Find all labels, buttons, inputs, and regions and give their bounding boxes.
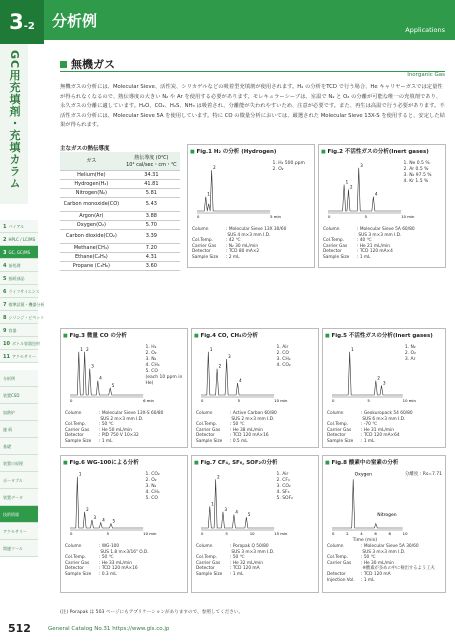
condition-row: Injection Vol. : 1 mL [327,577,375,583]
peak-label: 2 [86,346,89,352]
peak-label: 2 [349,184,353,190]
x-tick-label: 0 [197,214,200,219]
figure-title: ■ Fig.2 不活性ガスの分析(Inert gases) [321,147,429,155]
condition-row: Sample Size : 1 mL [65,438,113,444]
condition-row: Carrier Gas : He 31 mL/min [327,427,395,433]
peak-label: 2 [213,165,216,171]
condition-row: SUS 4 m×3 mm I.D. [226,232,271,238]
figure-legend [276,345,290,369]
thermal-conductivity-table [60,152,180,271]
sidebar-item-secondary[interactable]: 装置の原理 [0,455,38,472]
x-tick-label: 5 [225,531,228,536]
condition-row: Sample Size : 2 mL [192,254,240,260]
condition-row: Sample Size : 0.3 mL [65,571,117,577]
peak-label: 1 [209,346,213,352]
x-tick-label: 5 [237,398,241,403]
chapter-number: 3-2 [0,0,44,44]
condition-row: Sample Size : 1 mL [196,571,244,577]
catalog-footer: General Catalog No.31 https://www.gls.co.jp [48,626,170,632]
analysis-conditions [65,411,163,445]
x-tick-label: 0 [201,398,204,403]
table-row [60,243,180,252]
legend-item: 3. N₂ [145,357,157,362]
condition-row: SUS 6 m×3 mm I.D. [361,416,406,422]
table-cell-gas: Methane(CH₄) [60,243,123,252]
x-tick-label: 5 [367,398,370,403]
table-cell-value: 3.39 [123,229,180,243]
x-tick-label: 6 min [143,398,154,403]
condition-row: Col.Temp. : 50 ℃ [327,555,376,561]
table-cell-value: 3.88 [123,211,180,220]
legend-item: 3. CH₄ [276,357,291,362]
legend-item: 1. Air [276,345,289,350]
condition-row: SUS 3 m×3 mm I.D. [361,549,406,555]
legend-item: 分離度 : Rs=7.71 [404,472,442,477]
figure-title: ■ Fig.5 不活性ガスの分析(Inert gases) [325,331,433,339]
condition-row: Col.Temp. : 50 ℃ [196,555,245,561]
section-divider [60,71,445,72]
condition-row: ※酸素が多めの中に検出するよう工夫 [361,566,435,572]
condition-row: SUS 2 m×3 mm I.D. [99,416,144,422]
table-header-gas: ガス [60,152,123,170]
figure-title: ■ Fig.4 CO, CH₄の分析 [194,331,258,339]
x-tick-label: 0 [201,531,204,536]
sidebar-item-secondary[interactable]: 技術情報 [0,506,38,523]
peak-label: 1 [207,191,210,197]
x-tick-label: 2 [346,531,349,536]
table-cell-value: 5.70 [123,220,180,229]
x-tick-label: 10 min [401,214,415,219]
condition-row: Carrier Gas : He 50 mL/min [65,427,133,433]
table-row [60,197,180,211]
analysis-conditions [192,227,286,261]
table-cell-gas: Helium(He) [60,170,123,179]
condition-row: Col.Temp. : -70 ℃ [327,422,378,428]
sidebar-menu-secondary [0,370,38,557]
condition-row: Detector : TCD 80 mA×2 [192,249,260,255]
peak-label: 4 [99,375,102,381]
table-row [60,188,180,197]
analysis-conditions [196,544,274,578]
figure-legend [405,345,416,363]
chromatogram [328,341,442,405]
legend-item: 4. Kr 1.5 % [403,179,429,184]
condition-row: Col.Temp. : 50 ℃ [196,422,245,428]
x-tick-label: 10 [402,531,408,536]
sidebar-item[interactable]: 5 接続部品 [0,272,38,285]
chromatogram [197,468,315,538]
x-tick-label: 5 [364,214,368,219]
figure-3 [60,328,188,448]
analysis-conditions [196,411,277,445]
legend-item: 2. Ar 0.5 % [403,167,429,172]
table-cell-value: 7.20 [123,243,180,252]
table-cell-value: 3.60 [123,261,180,270]
figure-title: ■ Fig.3 微量 CO の分析 [63,331,127,339]
table-cell-value: 34.31 [123,170,180,179]
peak-name: Oxygen [354,472,372,478]
figure-7 [191,455,319,593]
condition-row: Col.Temp. : 42 ℃ [192,238,241,244]
chromatogram-trace [70,352,143,395]
legend-item: 1. H₂ 500 ppm [272,161,305,166]
condition-row: Col.Temp. : 50 ℃ [65,422,114,428]
footnote: (注) Porapak は 503 ページにもアプリケーションがありますので、参照してください。 [60,610,244,615]
sidebar-item[interactable]: 4 前処理 [0,259,38,272]
condition-row: Carrier Gas : He 21 mL/min [323,243,391,249]
table-cell-value: 41.81 [123,179,180,188]
table-cell-value: 5.43 [123,197,180,211]
legend-item: 3. N₂ 97.5 % [403,173,432,178]
x-tick-label: 4 [360,531,363,536]
table-cell-gas: Argon(Ar) [60,211,123,220]
sidebar-item-secondary[interactable]: 連 続 [0,421,38,438]
sidebar-item[interactable]: 9 容器 [0,324,38,337]
legend-item: 2. CO [276,351,289,356]
legend-item: 3. CO₂ [276,484,291,489]
chromatogram-trace [328,168,401,211]
table-row [60,211,180,220]
table-cell-gas: Nitrogen(N₂) [60,188,123,197]
legend-item: (each 10 ppm in He) [145,375,183,386]
table-header-value: 熱伝導度 (0℃) 10⁴ cal/sec・cm・℃ [123,152,180,170]
x-tick-label: 0 [70,531,73,536]
legend-item: 5. SOF₂ [276,496,293,501]
x-tick-label: 5 min [270,214,281,219]
condition-row: Carrier Gas : He 30 mL/min [327,560,395,566]
x-tick-label: 6 [374,531,377,536]
figure-6 [60,455,188,593]
condition-row: Detector : PID 750 V 10×32 [65,433,139,439]
x-tick-label: 10 min [402,398,416,403]
chromatogram-trace [332,352,403,395]
table-cell-gas: Carbon monoxide(CO) [60,197,123,211]
peak-label: 4 [374,191,378,197]
sidebar-item-secondary[interactable]: 加熱炉 [0,404,38,421]
x-tick-label: 0 [332,531,335,536]
figure-title: ■ Fig.6 WG-100による分析 [63,458,139,466]
legend-item: 2. O₂ [145,351,157,356]
condition-row: Sample Size : 1 mL [327,438,375,444]
legend-item: 1. CO₂ [145,472,160,477]
table-row [60,261,180,270]
condition-row: Column : Active Carbon 60/80 [196,411,277,416]
condition-row: SUS 2 m×3 mm I.D. [230,416,275,422]
peak-label: 5 [111,382,115,388]
peak-label: 4 [239,378,242,383]
sidebar-item-secondary[interactable]: 基礎 [0,438,38,455]
legend-item: 2. O₂ [145,478,157,483]
peak-label: 2 [86,506,89,512]
x-tick-label: 10 [249,531,255,536]
peak-label: 4 [102,517,105,523]
table-row [60,170,180,179]
table-cell-gas: Oxygen(O₂) [60,220,123,229]
condition-row: Carrier Gas : N₂ 30 mL/min [192,243,259,249]
figure-4 [191,328,319,448]
peak-label: 1 [351,346,354,352]
figure-1 [187,144,315,268]
figure-2 [318,144,446,268]
peak-label: 4 [235,509,238,515]
peak-label: 1 [80,346,83,352]
table-title: 主なガスの熱伝導度 [60,146,110,152]
chromatogram [66,468,184,538]
table-row [60,179,180,188]
x-tick-label: 15 min [274,531,288,536]
figure-legend [145,472,159,502]
section-subtitle: Inorganic Gas [407,72,445,78]
legend-item: 1. Ne 0.5 % [403,161,430,166]
legend-item: 4. CH₄ [145,363,160,368]
analysis-conditions [65,544,149,578]
section-title: 無機ガス [60,56,115,72]
applications-label: Applications [405,26,445,34]
condition-row: Col.Temp. : 40 ℃ [323,238,372,244]
table-cell-gas: Ethane(C₂H₆) [60,252,123,261]
condition-row: Column : Molecular Sieve 5A 30/60 [327,544,419,549]
peak-name: Nitrogen [377,513,397,518]
page-number: 512 [8,622,31,635]
figure-legend [405,472,442,478]
legend-item: 4. CO₂ [276,363,291,368]
figure-legend [403,161,431,185]
legend-item: 3. Ar [404,357,416,362]
sidebar-item[interactable]: 2 HPLC / LC/MS [0,233,38,246]
condition-row: Carrier Gas : He 33 mL/min [65,560,133,566]
condition-row: Sample Size : 0.5 mL [196,438,248,444]
sidebar-item[interactable]: 6 ライフサイエンス [0,285,38,298]
peak-label: 3 [91,363,94,369]
peak-label: 2 [218,363,222,369]
legend-item: 1. Air [276,472,289,477]
condition-row: Detector : TCD 120 mA×64 [327,433,400,439]
legend-item: 4. SF₆ [276,490,290,495]
table-cell-value: 4.31 [123,252,180,261]
legend-item: 1. N₂ [404,345,416,350]
condition-row: Detector : TCD 120 mA×16 [65,566,138,572]
chromatogram-trace [197,170,270,211]
peak-label: 5 [247,512,251,518]
condition-row: Detector : TCD 120 mA×4 [323,249,393,255]
legend-item: 1. H₂ [145,345,157,350]
x-tick-label: 0 [328,214,331,219]
sidebar-item-secondary[interactable]: 関連ツール [0,540,38,557]
peak-label: 1 [78,471,82,477]
peak-label: 3 [382,380,386,386]
figure-5 [322,328,446,448]
chapter-title: 分析例 [52,12,98,30]
sidebar-item-secondary[interactable]: アクセサリー [0,523,38,540]
table-row [60,252,180,261]
analysis-conditions [323,227,415,261]
condition-row: Column : Molecular Sieve 5A 60/80 [323,227,415,232]
condition-row: SUS 3 m×3 mm I.D. [357,232,402,238]
peak-label: 2 [217,474,220,480]
legend-item: 5. CO [145,369,158,374]
legend-item: 2. O₂ [272,167,284,172]
sidebar-menu [0,220,45,363]
chromatogram-trace [332,479,403,528]
table-row [60,220,180,229]
peak-label: 3 [228,354,231,359]
sidebar-item-secondary[interactable]: 分析例 [0,370,38,387]
sidebar-item[interactable]: 10 ボトル容器包材 [0,337,38,350]
figure-title: ■ Fig.1 H₂ の分析 (Hydrogen) [190,147,276,155]
intro-paragraph: 無機ガスの分析には、Molecular Sieve、活性炭、シリカゲルなどの吸着型充填剤が使用されます。H₂ の分析をTCD で行う場合、He キャリヤーガスでは定量性が得られなくなるので、熱伝導度の大きい N₂ や Ar を使用する必要があります。モレキュラーシーブは、室温で N₂ と O₂ の分離が可能な唯一の充填剤であり、永久ガスの分離に適しています。H₂O、CO₂、H₂S、NH₃ は吸着され、分離能が失われやすいため、注意が必要です。また、再生は高温で行う必要があります。不活性ガスの分析には、Molecular Sieve 5A を使用しています。特に CO の微量分析においては、厳選された Molecular Sieve 13X-S を使用すると、安定した結果が得られます。 [60,84,445,129]
x-tick-label: 0 [70,398,73,403]
condition-row: Detector : TCD 120 mA [327,571,391,577]
sidebar-item-secondary[interactable]: 装置CSD [0,387,38,404]
table-cell-gas: Propane (C₃H₈) [60,261,123,270]
header-bar [0,0,455,40]
chromatogram [197,341,315,405]
peak-label: 2 [377,375,380,381]
table-cell-value: 5.81 [123,188,180,197]
sidebar-item[interactable]: 8 シリンジ・ピペット [0,311,38,324]
condition-row: Column : WG-100 [65,544,120,549]
peak-label: 3 [93,514,96,520]
legend-item: 5. CO [145,496,158,501]
sidebar-item[interactable]: 1 バイアル [0,220,38,233]
chromatogram-trace [201,352,274,395]
x-tick-label: 10 min [274,398,288,403]
sidebar-item[interactable]: 11 アクセサリー [0,350,38,363]
peak-label: 1 [345,179,349,185]
x-tick-label: 8 [388,531,391,536]
x-tick-label: 10 min [143,531,157,536]
table-cell-gas: Carbon dioxide(CO₂) [60,229,123,243]
condition-row: SUS 3 m×3 mm I.D. [230,549,275,555]
x-tick-label: 5 [106,531,110,536]
analysis-conditions [327,411,413,445]
condition-row: Column : Porapak Q 50/80 [196,544,269,549]
condition-row: Sample Size : 1 mL [323,254,371,260]
figure-title: ■ Fig.8 酸素中の窒素の分析 [325,458,398,466]
x-tick-label: 0 [332,398,335,403]
peak-label: 3 [224,506,227,512]
condition-row: Carrier Gas : He 38 mL/min [196,427,264,433]
condition-row: Column : Geokuropack 54 60/80 [327,411,413,416]
condition-row: Detector : TCD 120 mA [196,566,260,572]
table-cell-gas: Hydrogen(H₂) [60,179,123,188]
condition-row: SUS 1.8 m×3/16" O.D. [99,549,149,555]
chromatogram-trace [70,477,143,528]
legend-item: 2. CF₄ [276,478,290,483]
sidebar-vertical-title: GC用充填剤・充填カラム [0,44,28,204]
analysis-conditions [327,544,435,583]
figure-8 [322,455,446,593]
sidebar-item[interactable]: 7 標準試薬・機器分析 [0,298,38,311]
condition-row: Carrier Gas : He 32 mL/min [196,560,264,566]
peak-label: 5 [112,518,116,524]
chromatogram [328,468,442,538]
x-axis-label: Time (min) [352,538,378,543]
figure-legend [145,345,187,387]
condition-row: Column : Molecular Sieve 13X 30/60 [192,227,287,232]
peak-label: 1 [211,501,214,507]
condition-row: Detector : TCD 120 mA×16 [196,433,269,439]
legend-item: 4. CH₄ [145,490,160,495]
sidebar-item-secondary[interactable]: ポータブル [0,472,38,489]
peak-label: 3 [360,162,363,168]
legend-item: 3. N₂ [145,484,157,489]
figure-title: ■ Fig.7 CF₄, SF₆, SOF₂の分析 [194,458,278,466]
table-row [60,229,180,243]
condition-row: Column : Molecular Sieve 13X-S 60/80 [65,411,164,416]
condition-row: Col.Temp. : 50 ℃ [65,555,114,561]
sidebar-item-secondary[interactable]: 装置データ [0,489,38,506]
figure-legend [272,161,304,173]
sidebar-item[interactable]: 3 GC, GC/MS [0,246,38,259]
figure-legend [276,472,293,502]
legend-item: 2. O₂ [404,351,416,356]
